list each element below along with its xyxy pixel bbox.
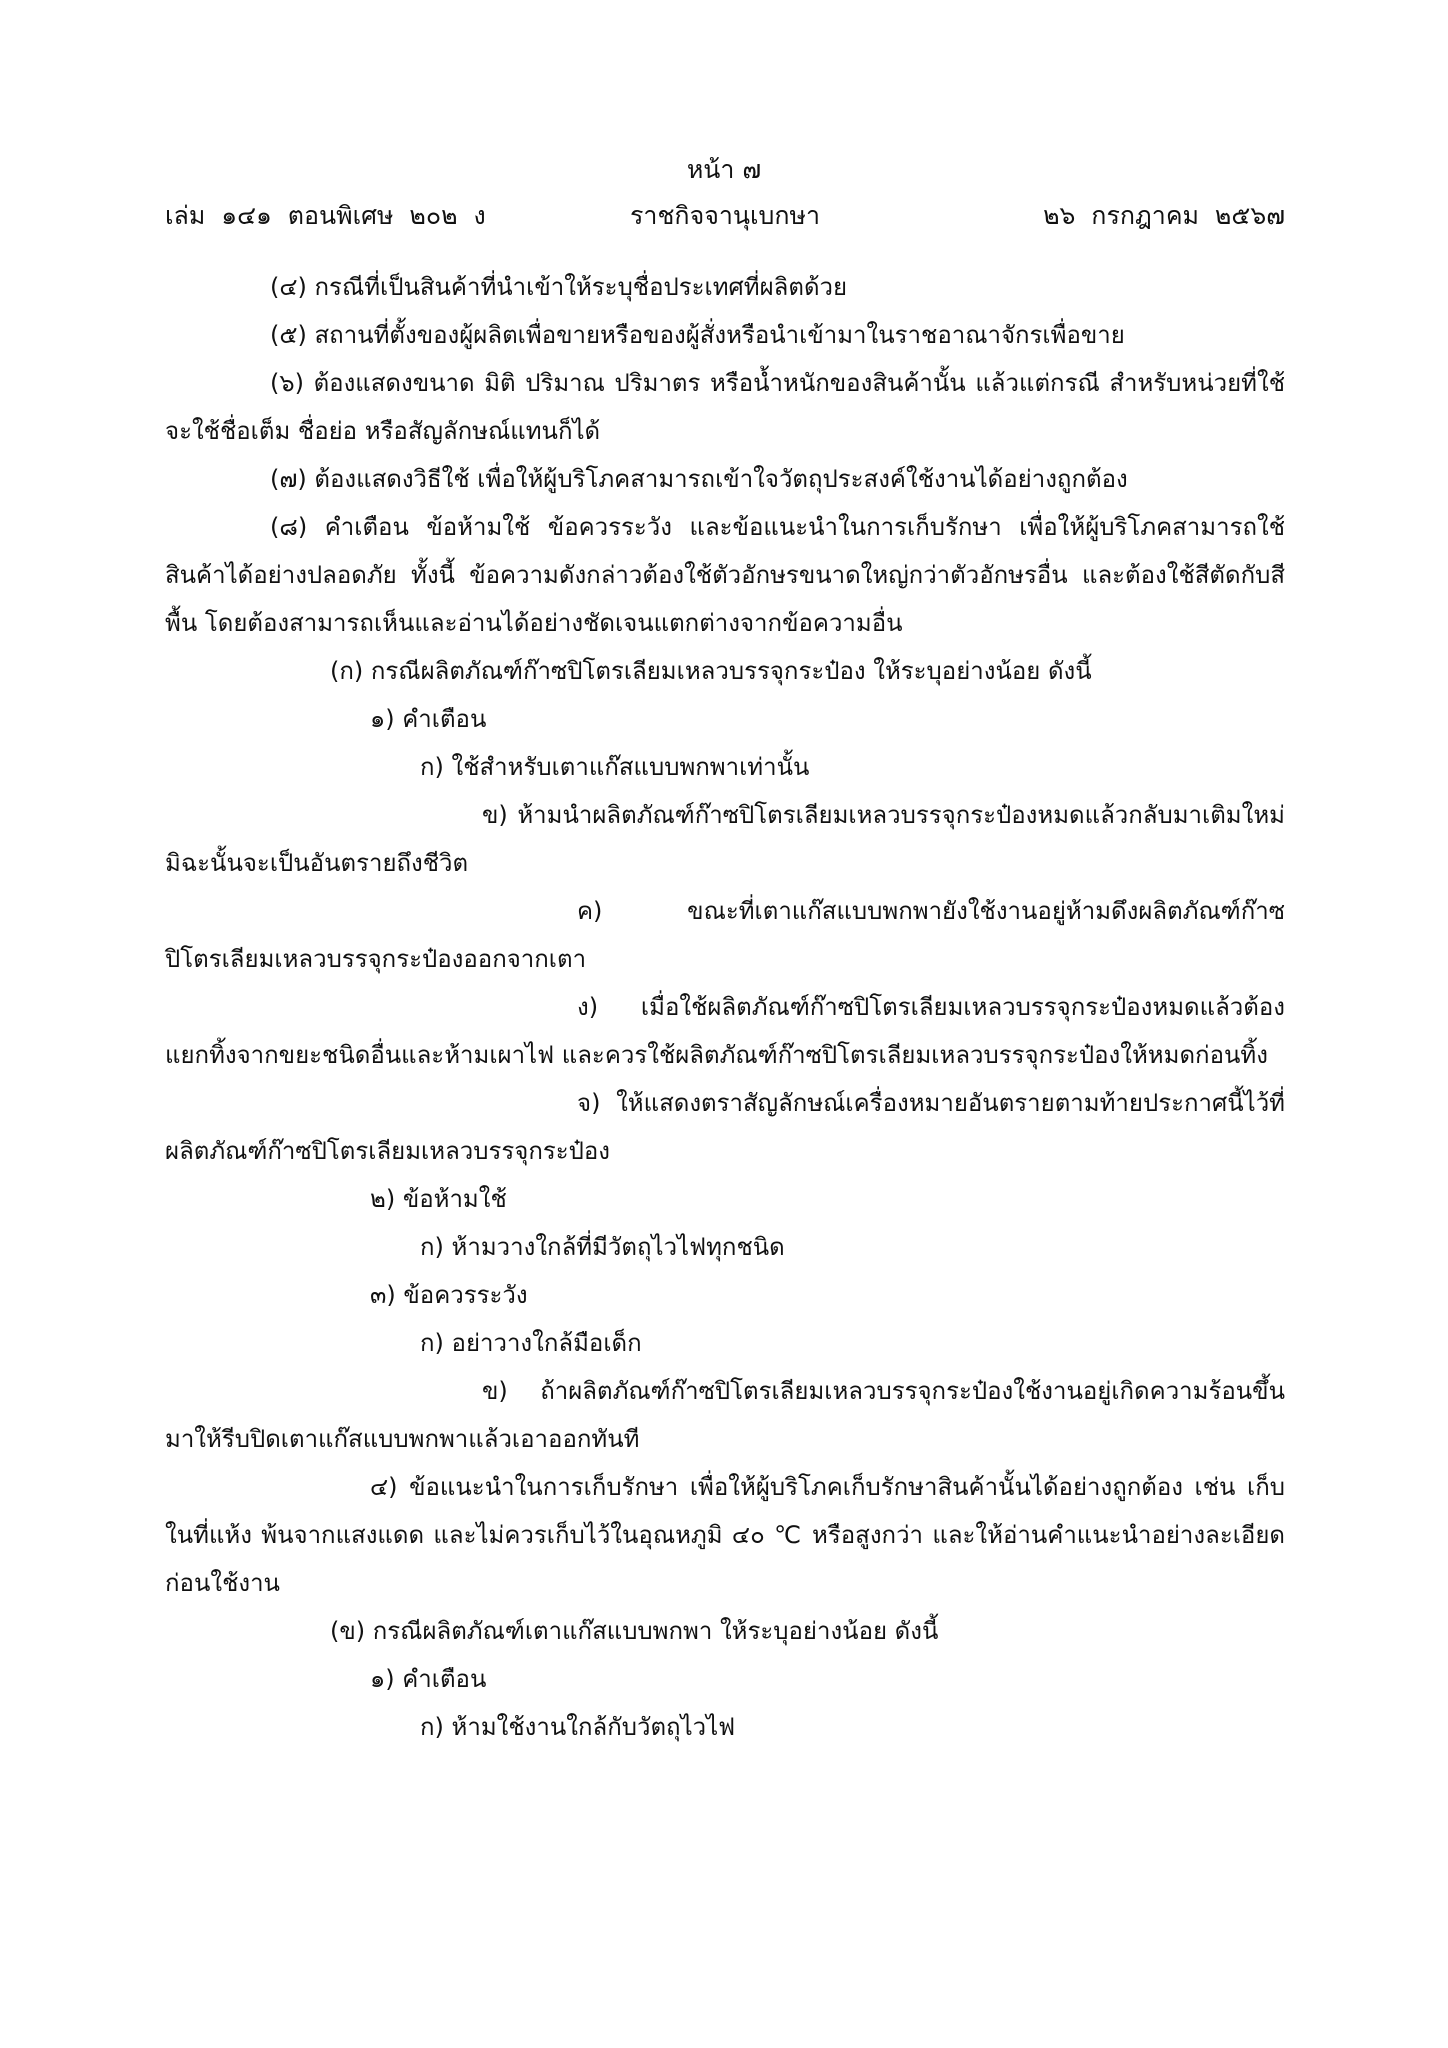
document-body (165, 263, 1285, 1751)
page-number: หน้า ๗ (686, 155, 762, 184)
section-a-heading: (ก) กรณีผลิตภัณฑ์ก๊าซปิโตรเลียมเหลวบรรจุกระป๋อง ให้ระบุอย่างน้อย ดังนี้ (330, 657, 1092, 685)
section-a-item-1-ka: ก) ใช้สำหรับเตาแก๊สแบบพกพาเท่านั้น (420, 753, 810, 781)
section-a-item-1: ๑) คำเตือน (370, 705, 487, 733)
section-b-item-1-ka: ก) ห้ามใช้งานใกล้กับวัตถุไวไฟ (420, 1713, 736, 1741)
section-a-item-1-kho: ค) ขณะที่เตาแก๊สแบบพกพายังใช้งานอยู่ห้ามดึงผลิตภัณฑ์ก๊าซปิโตรเลียมเหลวบรรจุกระป๋องออกจากเตา (165, 897, 1285, 973)
clause-4: (๔) กรณีที่เป็นสินค้าที่นำเข้าให้ระบุชื่อประเทศที่ผลิตด้วย (270, 273, 848, 301)
section-a-item-2: ๒) ข้อห้ามใช้ (370, 1185, 507, 1213)
publication-date: ๒๖ กรกฎาคม ๒๕๖๗ (1043, 201, 1285, 230)
clause-5: (๕) สถานที่ตั้งของผู้ผลิตเพื่อขายหรือของผู้สั่งหรือนำเข้ามาในราชอาณาจักรเพื่อขาย (270, 321, 1125, 349)
section-a-item-3-ka: ก) อย่าวางใกล้มือเด็ก (420, 1329, 642, 1357)
clause-8: (๘) คำเตือน ข้อห้ามใช้ ข้อควรระวัง และข้อแนะนำในการเก็บรักษา เพื่อให้ผู้บริโภคสามารถใช้สินค้าได้อย่างปลอดภัย ทั้งนี้ ข้อความดังกล่าวต้องใช้ตัวอักษรขนาดใหญ่กว่าตัวอักษรอื่น และต้องใช้สีตัดกับสีพื้น โดยต้องสามารถเห็นและอ่านได้อย่างชัดเจนแตกต่างจากข้อความอื่น (165, 513, 1285, 637)
section-a-item-3: ๓) ข้อควรระวัง (370, 1281, 528, 1309)
section-a-item-4: ๔) ข้อแนะนำในการเก็บรักษา เพื่อให้ผู้บริโภคเก็บรักษาสินค้านั้นได้อย่างถูกต้อง เช่น เก็บในที่แห้ง พ้นจากแสงแดด และไม่ควรเก็บไว้ในอุณหภูมิ ๔๐ ℃ หรือสูงกว่า และให้อ่านคำแนะนำอย่างละเอียดก่อนใช้งาน (165, 1473, 1285, 1597)
section-b-heading: (ข) กรณีผลิตภัณฑ์เตาแก๊สแบบพกพา ให้ระบุอย่างน้อย ดังนี้ (330, 1617, 939, 1645)
section-a-item-1-cho: จ) ให้แสดงตราสัญลักษณ์เครื่องหมายอันตรายตามท้ายประกาศนี้ไว้ที่ผลิตภัณฑ์ก๊าซปิโตรเลียมเหลวบรรจุกระป๋อง (165, 1089, 1285, 1165)
section-a-item-1-ngo: ง) เมื่อใช้ผลิตภัณฑ์ก๊าซปิโตรเลียมเหลวบรรจุกระป๋องหมดแล้วต้องแยกทิ้งจากขยะชนิดอื่นและห้ามเผาไฟ และควรใช้ผลิตภัณฑ์ก๊าซปิโตรเลียมเหลวบรรจุกระป๋องให้หมดก่อนทิ้ง (165, 993, 1285, 1069)
publication-title: ราชกิจจานุเบกษา (630, 201, 821, 230)
clause-6: (๖) ต้องแสดงขนาด มิติ ปริมาณ ปริมาตร หรือน้ำหนักของสินค้านั้น แล้วแต่กรณี สำหรับหน่วยที่ใช้จะใช้ชื่อเต็ม ชื่อย่อ หรือสัญลักษณ์แทนก็ได้ (165, 369, 1285, 445)
clause-7: (๗) ต้องแสดงวิธีใช้ เพื่อให้ผู้บริโภคสามารถเข้าใจวัตถุประสงค์ใช้งานได้อย่างถูกต้อง (270, 465, 1128, 493)
volume-info: เล่ม ๑๔๑ ตอนพิเศษ ๒๐๒ ง (165, 201, 486, 230)
section-a-item-3-kha: ข) ถ้าผลิตภัณฑ์ก๊าซปิโตรเลียมเหลวบรรจุกระป๋องใช้งานอยู่เกิดความร้อนขึ้นมาให้รีบปิดเตาแก๊สแบบพกพาแล้วเอาออกทันที (165, 1377, 1285, 1453)
section-a-item-1-kha: ข) ห้ามนำผลิตภัณฑ์ก๊าซปิโตรเลียมเหลวบรรจุกระป๋องหมดแล้วกลับมาเติมใหม่ มิฉะนั้นจะเป็นอันตรายถึงชีวิต (165, 801, 1285, 877)
section-a-item-2-ka: ก) ห้ามวางใกล้ที่มีวัตถุไวไฟทุกชนิด (420, 1233, 785, 1261)
gazette-header (165, 196, 1285, 236)
section-b-item-1: ๑) คำเตือน (370, 1665, 487, 1693)
